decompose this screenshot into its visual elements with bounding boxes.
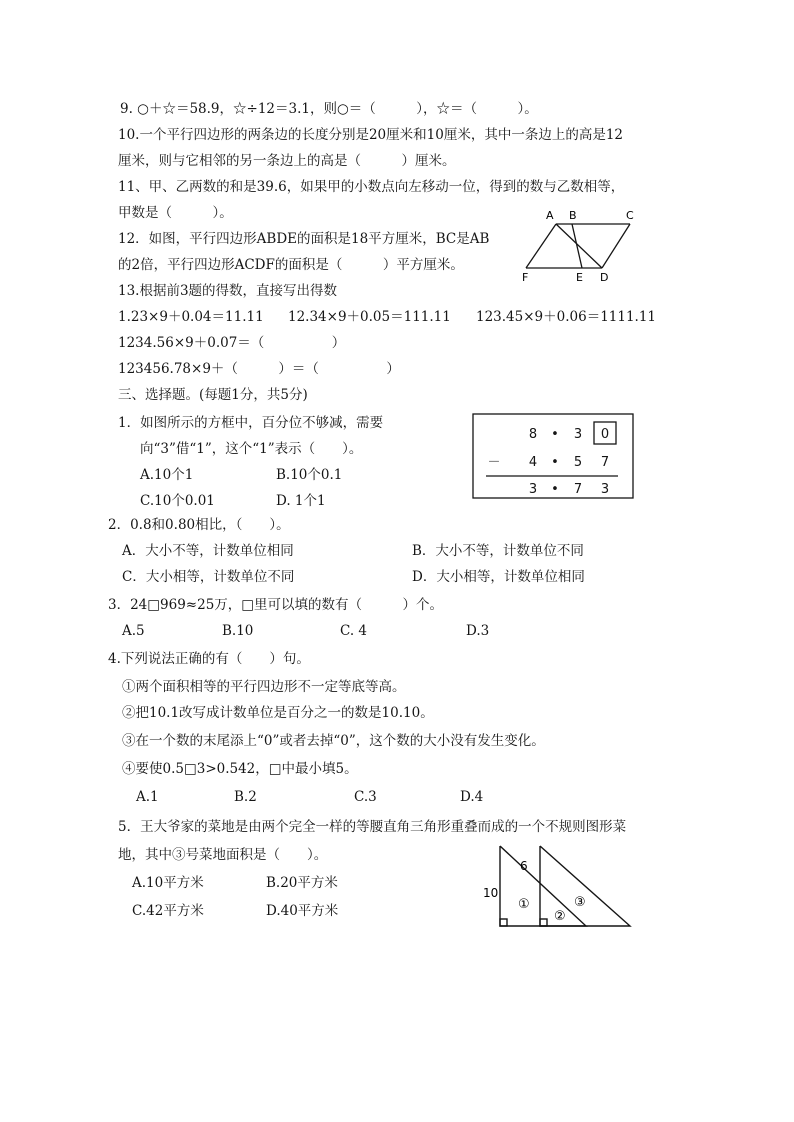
choice-4-option-b: B.2: [234, 789, 257, 805]
choice-4: 4.下列说法正确的有（ ）句。: [108, 651, 310, 667]
choice-5-option-d: D.40平方米: [266, 903, 339, 919]
choice-1-line1: 1．如图所示的方框中，百分位不够减，需要: [118, 415, 384, 431]
label-ten: 10: [483, 886, 499, 900]
section-heading: 三、选择题。(每题1分，共5分): [118, 387, 308, 403]
choice-3-option-b: B.10: [222, 623, 254, 639]
choice-4-statement-4: ④要使0.5□3>0.542，□中最小填5。: [122, 761, 358, 777]
row1-digit-3: 3: [573, 427, 583, 442]
overlapping-triangles-figure: [478, 840, 636, 932]
choice-4-statement-2: ②把10.1改写成计数单位是百分之一的数是10.10。: [122, 705, 434, 721]
label-c: C: [626, 209, 634, 222]
q13-equation-2: 12.34×9＋0.05＝111.11: [288, 309, 451, 325]
choice-3-option-c: C. 4: [340, 623, 368, 639]
question-12-line1: 12．如图，平行四边形ABDE的面积是18平方厘米，BC是AB: [118, 231, 490, 247]
choice-4-option-a: A.1: [136, 789, 159, 805]
label-a: A: [546, 209, 554, 222]
choice-1-option-b: B.10个0.1: [276, 467, 343, 483]
row2-point: •: [551, 455, 559, 470]
row2-digit-7: 7: [600, 455, 610, 470]
choice-2-option-c: C．大小相等，计数单位不同: [122, 569, 295, 585]
choice-5-option-c: C.42平方米: [132, 903, 204, 919]
choice-2-option-d: D．大小相等，计数单位相同: [412, 569, 585, 585]
choice-3-option-d: D.3: [466, 623, 490, 639]
label-d: D: [600, 271, 609, 284]
question-10-line2: 厘米，则与它相邻的另一条边上的高是（ ）厘米。: [118, 153, 456, 169]
label-e: E: [576, 271, 583, 284]
row1-boxed-0: 0: [600, 427, 610, 442]
question-11-line2: 甲数是（ ）。: [118, 205, 233, 221]
question-10-line1: 10.一个平行四边形的两条边的长度分别是20厘米和10厘米，其中一条边上的高是12: [118, 127, 624, 143]
choice-1-option-a: A.10个1: [140, 467, 194, 483]
choice-4-statement-1: ①两个面积相等的平行四边形不一定等底等高。: [122, 679, 406, 695]
region-3-label: ③: [574, 895, 586, 910]
q13-equation-4: 1234.56×9＋0.07＝（ ）: [118, 335, 346, 351]
parallelogram-figure: [516, 206, 640, 286]
choice-4-option-c: C.3: [354, 789, 377, 805]
row2-digit-5: 5: [573, 455, 583, 470]
row1-point: •: [551, 427, 559, 442]
choice-4-statement-3: ③在一个数的末尾添上“0”或者去掉“0”，这个数的大小没有发生变化。: [122, 733, 545, 749]
q13-equation-5: 123456.78×9＋（ ）＝（ ）: [118, 361, 400, 377]
question-12-line2: 的2倍，平行四边形ACDF的面积是（ ）平方厘米。: [118, 257, 464, 273]
row3-digit-7: 7: [573, 482, 583, 497]
region-1-label: ①: [518, 897, 530, 912]
choice-2-option-a: A．大小不等，计数单位相同: [122, 543, 294, 559]
row3-digit-3b: 3: [600, 482, 610, 497]
label-six: 6: [520, 859, 528, 873]
choice-5-line2: 地，其中③号菜地面积是（ ）。: [118, 847, 328, 863]
minus-sign: －: [487, 455, 501, 470]
choice-5-line1: 5．王大爷家的菜地是由两个完全一样的等腰直角三角形重叠而成的一个不规则图形菜: [118, 819, 627, 835]
region-2-label: ②: [554, 909, 566, 924]
row3-point: •: [551, 482, 559, 497]
row1-digit-8: 8: [528, 427, 538, 442]
choice-3-option-a: A.5: [122, 623, 145, 639]
label-b: B: [569, 209, 577, 222]
row2-digit-4: 4: [528, 455, 538, 470]
q13-equation-1: 1.23×9＋0.04＝11.11: [118, 309, 264, 325]
choice-5-option-b: B.20平方米: [266, 875, 338, 891]
row3-digit-3: 3: [528, 482, 538, 497]
choice-3: 3．24□969≈25万，□里可以填的数有（ ）个。: [108, 597, 444, 613]
choice-1-option-d: D. 1个1: [276, 493, 326, 509]
choice-5-option-a: A.10平方米: [132, 875, 204, 891]
q13-equation-3: 123.45×9＋0.06＝1111.11: [476, 309, 657, 325]
question-13: 13.根据前3题的得数，直接写出得数: [118, 283, 338, 299]
choice-2: 2．0.8和0.80相比，（ ）。: [108, 517, 290, 533]
question-9: 9. ○＋☆＝58.9，☆÷12＝3.1，则○＝（ ），☆＝（ ）。: [120, 101, 538, 117]
choice-1-option-c: C.10个0.01: [140, 493, 215, 509]
subtraction-figure: [472, 413, 634, 499]
choice-2-option-b: B．大小不等，计数单位不同: [412, 543, 584, 559]
question-11-line1: 11、甲、乙两数的和是39.6，如果甲的小数点向左移动一位，得到的数与乙数相等，: [118, 179, 625, 195]
label-f: F: [522, 271, 529, 284]
choice-1-line2: 向“3”借“1”，这个“1”表示（ ）。: [140, 441, 363, 457]
choice-4-option-d: D.4: [460, 789, 484, 805]
